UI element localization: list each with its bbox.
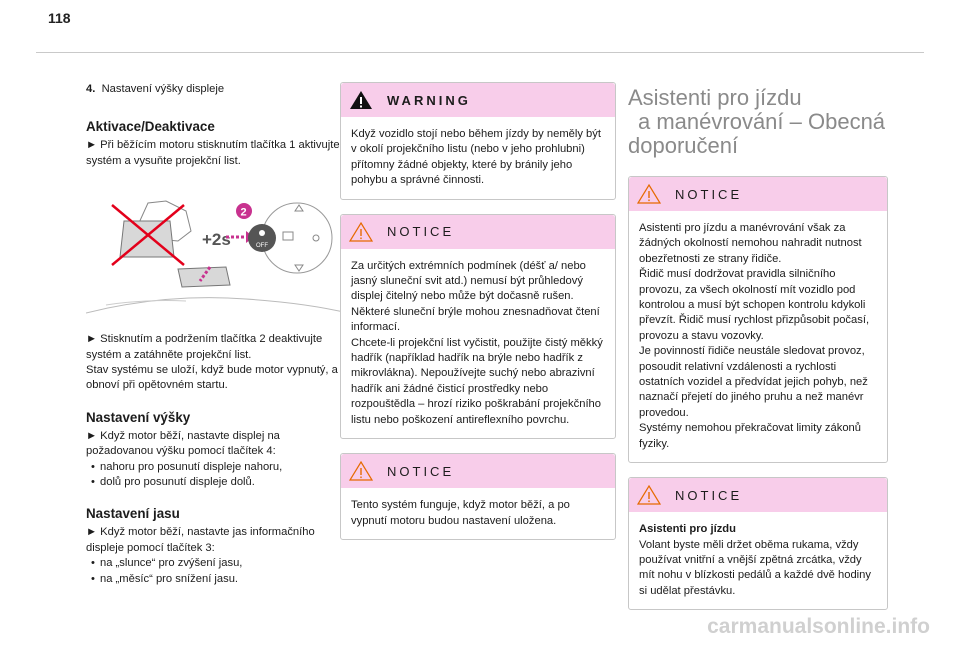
notice-4-title: NOTICE <box>675 487 743 503</box>
chevron-down-icon <box>295 265 303 271</box>
brightness-bullet-sun: • na „slunce“ pro zvýšení jasu, <box>86 556 350 571</box>
notice-3-paragraph: Asistenti pro jízdu a manévrování však za žádných okolností nemohou nahradit nutnost obezřetnosti ze strany řidiče. <box>639 222 862 265</box>
notice-triangle-icon <box>637 184 661 204</box>
notice-1-paragraph: Za určitých extrémních podmínek (déšť a/ nebo jasný sluneční svit atd.) nemusí být průhledový displej čitelný nebo může být dočasně rušen. <box>351 259 586 303</box>
step-4-number: 4. <box>86 83 96 95</box>
deactivation-text: ► Stisknutím a podržením tlačítka 2 deaktivujte systém a zatáhněte projekční list. <box>86 333 323 361</box>
notice-4-body <box>629 512 887 609</box>
height-bullet-down: • dolů pro posunutí displeje dolů. <box>86 475 350 490</box>
section-title-line-3: doporučení <box>628 133 739 158</box>
header-divider <box>36 52 924 53</box>
warning-box <box>340 82 616 200</box>
notice-box-4-header <box>629 478 887 512</box>
callout-2-label: 2 <box>240 206 247 219</box>
off-button-label: OFF <box>256 243 268 250</box>
hud-button-illustration <box>86 181 348 317</box>
notice-3-paragraph: Řidič musí dodržovat pravidla silničního provozu, za všech okolností mít vozidlo pod kontrolou a musí být schopen kontrolu kdykoli převzít. Řidič musí rychlost přizpůsobit počasí, provozu a stavu vozovky. <box>639 268 870 342</box>
notice-box-3 <box>628 176 888 463</box>
notice-box-1 <box>340 214 616 439</box>
notice-3-title: NOTICE <box>675 186 743 202</box>
warning-box-header <box>341 83 615 117</box>
warning-triangle-icon <box>349 90 373 110</box>
section-title <box>628 86 888 158</box>
activation-text: ► Při běžícím motoru stisknutím tlačítka 1 aktivujte systém a vysuňte projekční list. <box>86 139 340 167</box>
warning-text: Když vozidlo stojí nebo během jízdy by neměly být v okolí projekčního listu (nebo v jeho prohlubni) přítomny žádné objekty, které by bránily jeho pohybu a správné činnosti. <box>351 128 601 187</box>
notice-4-lead: Asistenti pro jízdu <box>639 523 736 536</box>
notice-3-paragraph: Systémy nemohou překračovat limity zákonů fyziky. <box>639 422 861 450</box>
page-number: 118 <box>48 10 71 26</box>
notice-3-body <box>629 211 887 462</box>
notice-2-title: NOTICE <box>387 463 455 479</box>
right-column <box>628 86 888 624</box>
notice-triangle-icon <box>637 485 661 505</box>
notice-box-2-header <box>341 454 615 488</box>
moon-icon <box>259 230 265 236</box>
brightness-text: ► Když motor běží, nastavte jas informačního displeje pomocí tlačítek 3: <box>86 526 315 554</box>
warning-title: WARNING <box>387 92 471 108</box>
middle-column <box>340 82 616 554</box>
brightness-bullet-moon: • na „měsíc“ pro snížení jasu. <box>86 572 350 587</box>
notice-2-text: Tento systém funguje, když motor běží, a po vypnutí motoru budou nastavení uložena. <box>351 499 570 527</box>
notice-3-paragraph: Je povinností řidiče neustále sledovat provoz, posoudit relativní vzdálenosti a rychlosti ostatních vozidel a předvídat jejich pohyb, než naznačí přejetí do jiného pruhu a než manévr provedou. <box>639 345 868 419</box>
step-4-text: Nastavení výšky displeje <box>101 83 225 95</box>
notice-4-text: Volant byste měli držet oběma rukama, vždy používat vnitřní a vnější zpětná zrcátka, vždy mít nohu v blízkosti pedálů a každé dvě hodiny si udělat přestávku. <box>639 538 871 597</box>
notice-box-3-header <box>629 177 887 211</box>
chevron-up-icon <box>295 205 303 211</box>
notice-box-4 <box>628 477 888 610</box>
activation-heading: Aktivace/Deaktivace <box>86 119 215 135</box>
notice-triangle-icon <box>349 461 373 481</box>
notice-1-paragraph: Chcete-li projekční list vyčistit, použijte čistý měkký hadřík (například hadřík na brýle nebo hadřík z mikrovlákna). Nepoužívejte suchý nebo abrazivní hadřík ani žádné čisticí prostředky nebo rozpouštědla – hrozí riziko poškrabání projekčního listu nebo poškození antireflexního povrchu. <box>351 336 603 426</box>
height-heading: Nastavení výšky <box>86 409 191 425</box>
notice-1-paragraph: Některé sluneční brýle mohou znesnadňovat čtení informací. <box>351 305 600 334</box>
step-4 <box>86 82 350 97</box>
notice-1-title: NOTICE <box>387 224 455 240</box>
left-column <box>86 82 350 587</box>
hold-duration-label: +2s <box>202 230 231 250</box>
section-title-line-2: a manévrování – Obecná <box>638 109 886 134</box>
notice-box-1-header <box>341 215 615 249</box>
sun-icon <box>313 235 319 241</box>
section-title-line-1: Asistenti pro jízdu <box>628 85 802 110</box>
notice-box-2 <box>340 453 616 540</box>
notice-triangle-icon <box>349 222 373 242</box>
watermark: carmanualsonline.info <box>707 615 930 638</box>
height-bullet-up: • nahoru pro posunutí displeje nahoru, <box>86 460 350 475</box>
deactivation-note: Stav systému se uloží, když bude motor vypnutý, a obnoví při opětovném startu. <box>86 364 338 392</box>
notice-1-body <box>341 249 615 438</box>
height-text: ► Když motor běží, nastavte displej na požadovanou výšku pomocí tlačítek 4: <box>86 429 280 458</box>
brightness-heading: Nastavení jasu <box>86 506 180 522</box>
